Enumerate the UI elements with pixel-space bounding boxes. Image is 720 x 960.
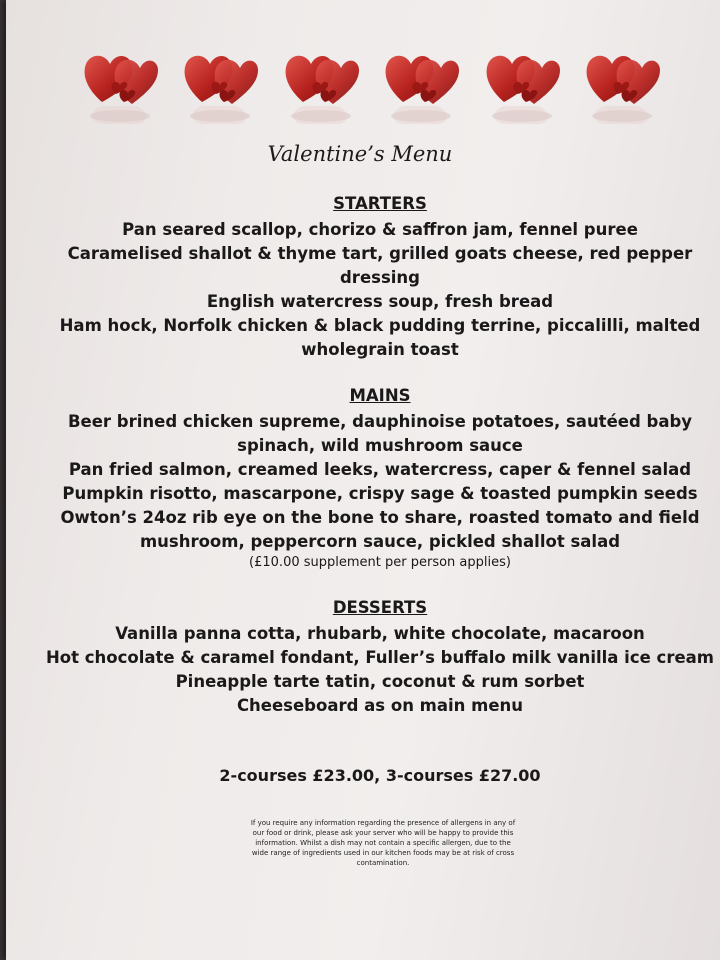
double-heart-icon [80, 44, 158, 134]
double-heart-icon [281, 44, 359, 134]
menu-item: Pumpkin risotto, mascarpone, crispy sage & toasted pumpkin seeds [62, 484, 698, 503]
heart-border [80, 44, 660, 134]
course-pricing: 2-courses £23.00, 3-courses £27.00 [219, 766, 541, 785]
menu-item: Pan fried salmon, creamed leeks, watercress, caper & fennel salad [68, 460, 692, 479]
starters-section [40, 192, 720, 362]
mains-section [40, 384, 720, 572]
supplement-note: (£10.00 supplement per person applies) [249, 555, 511, 570]
section-heading: MAINS [349, 386, 411, 405]
menu-item: English watercress soup, fresh bread [206, 292, 554, 311]
double-heart-icon [582, 44, 660, 134]
double-heart-icon [381, 44, 459, 134]
menu-item: Pineapple tarte tatin, coconut & rum sorbet [175, 672, 585, 691]
allergen-notice: If you require any information regarding the presence of allergens in any of our food or drink, please ask your server who will be happy to provide this information. Whilst a dish may not contain a specific allergen, due to the wide range of ingredients used in our kitchen foods may be at risk of cross contamination. [250, 819, 516, 867]
menu-item: Caramelised shallot & thyme tart, grilled goats cheese, red pepper dressing [67, 244, 693, 287]
menu-item: Ham hock, Norfolk chicken & black pudding terrine, piccalilli, malted wholegrain toast [59, 316, 701, 359]
menu-item: Vanilla panna cotta, rhubarb, white chocolate, macaroon [115, 624, 645, 643]
menu-title: Valentine’s Menu [267, 142, 453, 166]
desserts-section [40, 596, 720, 718]
section-heading: STARTERS [333, 194, 427, 213]
menu-item: Pan seared scallop, chorizo & saffron jam, fennel puree [122, 220, 638, 239]
menu-item: Beer brined chicken supreme, dauphinoise potatoes, sautéed baby spinach, wild mushroom sauce [67, 412, 693, 455]
double-heart-icon [180, 44, 258, 134]
menu-item: Owton’s 24oz rib eye on the bone to share, roasted tomato and field mushroom, peppercorn sauce, pickled shallot salad [60, 508, 700, 551]
section-heading: DESSERTS [332, 598, 428, 617]
double-heart-icon [482, 44, 560, 134]
menu-item: Cheeseboard as on main menu [236, 696, 524, 715]
menu-item: Hot chocolate & caramel fondant, Fuller’s buffalo milk vanilla ice cream [46, 648, 714, 667]
